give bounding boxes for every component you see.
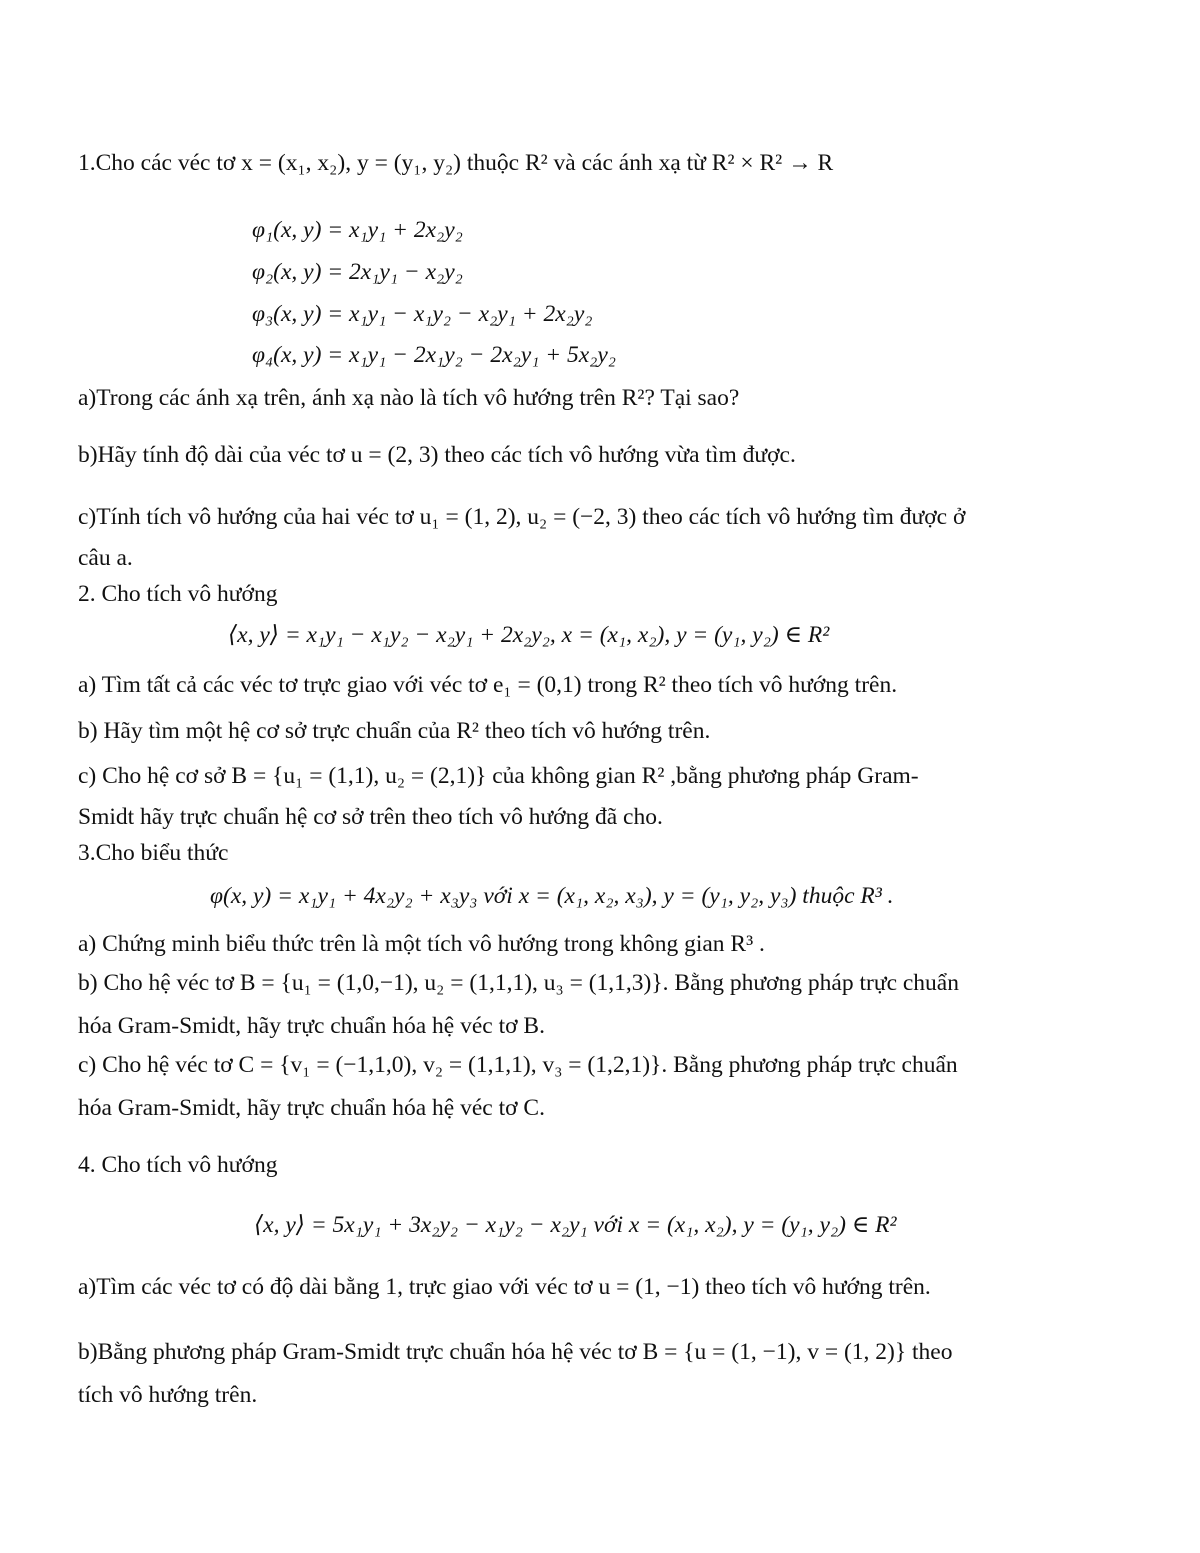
problem-3-intro: 3.Cho biểu thức [78,840,229,866]
problem-3-part-c-line1: c) Cho hệ véc tơ C = {v₁ = (−1,1,0), v₂ = (1,1,1), v₃ = (1,2,1)}. Bằng phương pháp trực chuẩn [78,1052,958,1078]
problem-4-intro: 4. Cho tích vô hướng [78,1152,278,1178]
problem-2-part-c-line1: c) Cho hệ cơ sở B = {u₁ = (1,1), u₂ = (2,1)} của không gian R² ,bằng phương pháp Gram- [78,763,919,789]
equation-phi4: φ₄(x, y) = x₁y₁ − 2x₁y₂ − 2x₂y₁ + 5x₂y₂ [252,342,616,368]
problem-1-part-c-line2: câu a. [78,545,133,571]
problem-2-part-a: a) Tìm tất cả các véc tơ trực giao với véc tơ e₁ = (0,1) trong R² theo tích vô hướng trên. [78,672,898,698]
equation-phi3: φ₃(x, y) = x₁y₁ − x₁y₂ − x₂y₁ + 2x₂y₂ [252,301,593,327]
problem-2-intro: 2. Cho tích vô hướng [78,581,278,607]
equation-phi2: φ₂(x, y) = 2x₁y₁ − x₂y₂ [252,259,463,285]
problem-1-intro: 1.Cho các véc tơ x = (x₁, x₂), y = (y₁, y₂) thuộc R² và các ánh xạ từ R² × R² → R [78,150,834,176]
problem-1-part-b: b)Hãy tính độ dài của véc tơ u = (2, 3) theo các tích vô hướng vừa tìm được. [78,442,796,468]
problem-3-equation: φ(x, y) = x₁y₁ + 4x₂y₂ + x₃y₃ với x = (x₁, x₂, x₃), y = (y₁, y₂, y₃) thuộc R³ . [210,883,894,909]
problem-1-part-a: a)Trong các ánh xạ trên, ánh xạ nào là tích vô hướng trên R²? Tại sao? [78,385,740,411]
problem-4-equation: ⟨x, y⟩ = 5x₁y₁ + 3x₂y₂ − x₁y₂ − x₂y₁ với x = (x₁, x₂), y = (y₁, y₂) ∈ R² [254,1212,897,1238]
problem-2-part-c-line2: Smidt hãy trực chuẩn hệ cơ sở trên theo tích vô hướng đã cho. [78,804,663,830]
problem-4-part-b-line1: b)Bằng phương pháp Gram-Smidt trực chuẩn hóa hệ véc tơ B = {u = (1, −1), v = (1, 2)} theo [78,1339,953,1365]
equation-phi1: φ₁(x, y) = x₁y₁ + 2x₂y₂ [252,217,463,243]
problem-4-part-b-line2: tích vô hướng trên. [78,1382,258,1408]
problem-2-equation: ⟨x, y⟩ = x₁y₁ − x₁y₂ − x₂y₁ + 2x₂y₂, x = (x₁, x₂), y = (y₁, y₂) ∈ R² [228,622,830,648]
problem-3-part-a: a) Chứng minh biểu thức trên là một tích vô hướng trong không gian R³ . [78,931,765,957]
problem-3-part-b-line2: hóa Gram-Smidt, hãy trực chuẩn hóa hệ véc tơ B. [78,1013,545,1039]
problem-3-part-c-line2: hóa Gram-Smidt, hãy trực chuẩn hóa hệ véc tơ C. [78,1095,545,1121]
problem-1-part-c-line1: c)Tính tích vô hướng của hai véc tơ u₁ = (1, 2), u₂ = (−2, 3) theo các tích vô hướng tìm được ở [78,504,966,530]
problem-3-part-b-line1: b) Cho hệ véc tơ B = {u₁ = (1,0,−1), u₂ = (1,1,1), u₃ = (1,1,3)}. Bằng phương pháp trực chuẩn [78,970,959,996]
problem-2-part-b: b) Hãy tìm một hệ cơ sở trực chuẩn của R² theo tích vô hướng trên. [78,718,711,744]
problem-4-part-a: a)Tìm các véc tơ có độ dài bằng 1, trực giao với véc tơ u = (1, −1) theo tích vô hướng trên. [78,1274,931,1300]
